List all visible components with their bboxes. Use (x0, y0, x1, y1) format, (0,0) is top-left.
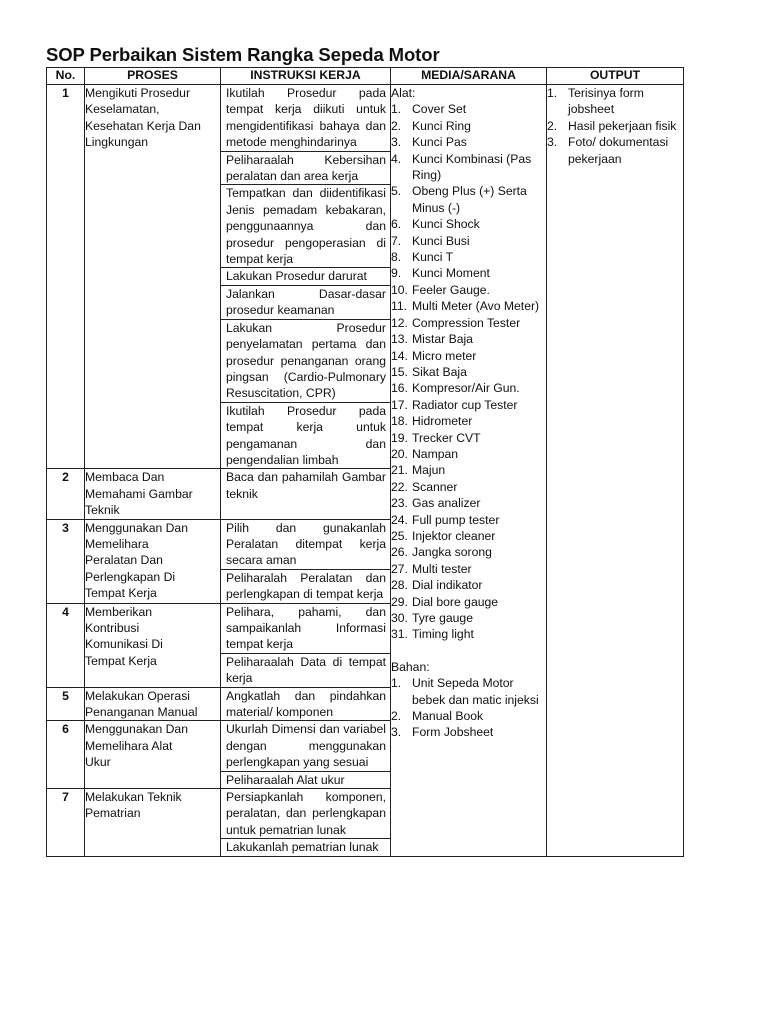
header-instruksi-kerja: INSTRUKSI KERJA (221, 68, 391, 85)
alat-item (391, 512, 546, 528)
bahan-list (391, 675, 546, 741)
instruksi-cell (221, 687, 391, 721)
instruksi-item: Baca dan pahamilah Gambar teknik (226, 470, 386, 501)
bahan-item (391, 724, 546, 740)
instruksi-item: Lakukanlah pematrian lunak (226, 840, 379, 855)
alat-item (391, 528, 546, 544)
alat-item (391, 331, 546, 347)
header-no: No. (47, 68, 85, 85)
instruksi-item: Pilih dan gunakanlah Peralatan ditempat kerja secara aman (221, 520, 390, 570)
proses-line: Ukur (85, 755, 111, 770)
bahan-item-number: 3. (391, 725, 402, 740)
alat-item-text: Nampan (412, 446, 459, 461)
alat-item-text: Kunci T (412, 250, 454, 265)
proses-line: Kesehatan Kerja Dan (85, 118, 201, 133)
alat-item (391, 282, 546, 298)
proses-line: Peralatan Dan (85, 553, 163, 568)
alat-item-text: Feeler Gauge. (412, 282, 490, 297)
instruksi-cell (221, 603, 391, 687)
output-item (547, 134, 683, 167)
header-media-sarana: MEDIA/SARANA (391, 68, 547, 85)
alat-item-number: 17. (391, 397, 408, 412)
instruksi-item: Pelihara, pahami, dan sampaikanlah Informasi tempat kerja (221, 604, 390, 654)
alat-item-number: 28. (391, 578, 408, 593)
proses-line: Membaca Dan (85, 470, 165, 485)
alat-item-number: 29. (391, 594, 408, 609)
alat-item-number: 7. (391, 233, 402, 248)
bahan-item-text: Unit Sepeda Motor bebek dan matic injeksi (412, 676, 539, 707)
alat-item-number: 13. (391, 332, 408, 347)
alat-item-number: 1. (391, 102, 402, 117)
proses-cell (85, 687, 221, 721)
alat-item (391, 626, 546, 642)
instruksi-item: Peliharaalah Alat ukur (226, 772, 345, 787)
alat-item-number: 8. (391, 250, 402, 265)
instruksi-item: Ukurlah Dimensi dan variabel dengan menggunakan perlengkapan yang sesuai (221, 721, 390, 771)
instruksi-item: Jalankan Dasar-dasar prosedur keamanan (221, 286, 390, 320)
proses-line: Pematrian (85, 806, 141, 821)
row-number: 6 (47, 721, 85, 789)
bahan-label: Bahan: (391, 659, 430, 674)
alat-item (391, 298, 546, 314)
alat-item-number: 12. (391, 315, 408, 330)
alat-item-text: Multi Meter (Avo Meter) (412, 299, 540, 314)
alat-item-number: 4. (391, 151, 402, 166)
alat-item-number: 2. (391, 118, 402, 133)
output-item-text: Hasil pekerjaan fisik (568, 118, 677, 133)
proses-line: Teknik (85, 503, 120, 518)
alat-item (391, 183, 546, 216)
alat-item-text: Trecker CVT (412, 430, 481, 445)
proses-cell (85, 519, 221, 603)
alat-item-text: Injektor cleaner (412, 528, 496, 543)
proses-line: Perlengkapan Di (85, 569, 176, 584)
alat-item-text: Compression Tester (412, 315, 521, 330)
table-body (47, 85, 684, 857)
alat-item (391, 233, 546, 249)
output-item-number: 1. (547, 86, 558, 100)
instruksi-item: Persiapkanlah komponen, peralatan, dan perlengkapan untuk pematrian lunak (221, 789, 390, 839)
alat-item-number: 19. (391, 430, 408, 445)
alat-item-number: 20. (391, 446, 408, 461)
alat-item-number: 10. (391, 282, 408, 297)
instruksi-cell (221, 789, 391, 857)
alat-item-text: Dial bore gauge (412, 594, 499, 609)
alat-item-text: Hidrometer (412, 414, 473, 429)
alat-item-number: 21. (391, 463, 408, 478)
alat-item-text: Kunci Busi (412, 233, 470, 248)
proses-line: Mengikuti Prosedur (85, 86, 190, 100)
alat-item (391, 462, 546, 478)
proses-line: Kontribusi (85, 621, 140, 635)
alat-item-number: 25. (391, 528, 408, 543)
alat-item-text: Jangka sorong (412, 545, 492, 560)
alat-item (391, 380, 546, 396)
alat-item (391, 594, 546, 610)
alat-item (391, 413, 546, 429)
output-item-number: 3. (547, 135, 558, 150)
alat-item-number: 30. (391, 611, 408, 625)
alat-item-number: 22. (391, 479, 408, 494)
alat-item (391, 101, 546, 117)
sop-table (46, 67, 684, 857)
proses-cell (85, 721, 221, 789)
row-number: 7 (47, 789, 85, 857)
output-item (547, 118, 683, 134)
alat-item-number: 27. (391, 561, 408, 576)
bahan-item (391, 675, 546, 708)
alat-item-number: 3. (391, 135, 402, 150)
alat-item-number: 9. (391, 266, 402, 281)
alat-list (391, 101, 546, 642)
alat-item-number: 18. (391, 414, 408, 429)
instruksi-item: Peliharaalah Kebersihan peralatan dan area kerja (221, 152, 390, 186)
bahan-item-text: Manual Book (412, 709, 484, 724)
proses-line: Memahami Gambar (85, 486, 193, 501)
alat-item-text: Majun (412, 463, 446, 478)
output-item-text: Foto/ dokumentasi pekerjaan (568, 135, 669, 166)
proses-line: Memelihara (85, 536, 149, 551)
proses-line: Keselamatan, (85, 102, 160, 117)
alat-item (391, 495, 546, 511)
alat-item-text: Kunci Shock (412, 217, 480, 232)
bahan-item-number: 1. (391, 676, 402, 691)
alat-item-number: 31. (391, 627, 408, 642)
output-cell (547, 85, 684, 857)
row-number: 5 (47, 687, 85, 721)
alat-item-text: Kunci Ring (412, 118, 471, 133)
row-number: 3 (47, 519, 85, 603)
bahan-item-text: Form Jobsheet (412, 725, 494, 740)
alat-item-number: 6. (391, 217, 402, 232)
proses-line: Penanganan Manual (85, 705, 198, 720)
proses-line: Komunikasi Di (85, 637, 163, 652)
alat-item-text: Kunci Moment (412, 266, 490, 281)
output-item-number: 2. (547, 118, 558, 133)
alat-item (391, 544, 546, 560)
instruksi-cell (221, 721, 391, 789)
alat-item-text: Mistar Baja (412, 332, 473, 347)
header-proses: PROSES (85, 68, 221, 85)
instruksi-cell (221, 85, 391, 469)
alat-item-number: 15. (391, 364, 408, 379)
instruksi-item: Peliharalah Peralatan dan perlengkapan di tempat kerja (226, 570, 386, 602)
alat-item-text: Multi tester (412, 561, 472, 576)
proses-cell (85, 603, 221, 687)
row-number: 2 (47, 469, 85, 519)
bahan-item-number: 2. (391, 709, 402, 724)
alat-item-text: Radiator cup Tester (412, 397, 518, 412)
alat-item-text: Tyre gauge (412, 611, 473, 625)
instruksi-item: Tempatkan dan diidentifikasi Jenis pemadam kebakaran, penggunaannya dan prosedur pengoperasian di tempat kerja (221, 185, 390, 268)
spacer (391, 643, 546, 659)
alat-item-number: 5. (391, 184, 402, 199)
instruksi-item: Ikutilah Prosedur pada tempat kerja untuk pengamanan dan pengendalian limbah (226, 403, 386, 467)
alat-item-text: Full pump tester (412, 512, 500, 527)
alat-item-text: Kunci Pas (412, 135, 467, 150)
alat-item-text: Cover Set (412, 102, 467, 117)
instruksi-item: Ikutilah Prosedur pada tempat kerja diikuti untuk mengidentifikasi bahaya dan metode menghindarinya (221, 85, 390, 152)
media-sarana-cell (391, 85, 547, 857)
row-number: 1 (47, 85, 85, 469)
alat-item-text: Scanner (412, 479, 458, 494)
alat-item-text: Timing light (412, 627, 474, 642)
proses-line: Lingkungan (85, 135, 149, 150)
alat-item (391, 216, 546, 232)
alat-item-text: Kompresor/Air Gun. (412, 381, 520, 396)
proses-line: Melakukan Operasi (85, 688, 190, 703)
instruksi-item: Lakukan Prosedur penyelamatan pertama dan prosedur penanganan orang pingsan (Cardio-Pulmonary Resuscitation, CPR) (221, 320, 390, 403)
alat-item (391, 610, 546, 626)
proses-cell (85, 789, 221, 857)
proses-line: Memberikan (85, 604, 153, 619)
alat-item (391, 134, 546, 150)
instruksi-item: Lakukan Prosedur darurat (221, 268, 390, 285)
alat-item-text: Sikat Baja (412, 364, 467, 379)
alat-item (391, 118, 546, 134)
alat-item (391, 479, 546, 495)
alat-item-text: Dial indikator (412, 578, 483, 593)
alat-item-number: 14. (391, 348, 408, 363)
alat-item-number: 16. (391, 381, 408, 396)
alat-item (391, 315, 546, 331)
header-output: OUTPUT (547, 68, 684, 85)
proses-line: Menggunakan Dan (85, 722, 188, 737)
alat-item-text: Obeng Plus (+) Serta Minus (-) (412, 184, 527, 215)
alat-item-number: 26. (391, 545, 408, 560)
proses-line: Memelihara Alat (85, 738, 173, 753)
alat-item (391, 265, 546, 281)
alat-item-text: Kunci Kombinasi (Pas Ring) (412, 151, 532, 183)
alat-item (391, 364, 546, 380)
alat-item-text: Gas analizer (412, 496, 481, 511)
alat-item (391, 446, 546, 462)
bahan-item (391, 708, 546, 724)
alat-item (391, 577, 546, 593)
alat-label: Alat: (391, 86, 416, 100)
instruksi-item: Angkatlah dan pindahkan material/ komponen (226, 688, 386, 720)
alat-item (391, 249, 546, 265)
row-number: 4 (47, 603, 85, 687)
alat-item (391, 430, 546, 446)
instruksi-cell (221, 469, 391, 519)
document-title: SOP Perbaikan Sistem Rangka Sepeda Motor (46, 44, 440, 65)
proses-line: Tempat Kerja (85, 653, 157, 668)
alat-item (391, 151, 546, 184)
alat-item-number: 23. (391, 496, 408, 511)
instruksi-item: Peliharaalah Data di tempat kerja (226, 654, 386, 686)
output-list (547, 85, 683, 167)
alat-item (391, 561, 546, 577)
proses-line: Melakukan Teknik (85, 790, 182, 805)
table-header-row (47, 68, 684, 85)
proses-line: Menggunakan Dan (85, 520, 188, 535)
proses-cell (85, 469, 221, 519)
alat-item (391, 348, 546, 364)
alat-item (391, 397, 546, 413)
table-row (47, 85, 684, 469)
alat-item-text: Micro meter (412, 348, 477, 363)
output-item-text: Terisinya form jobsheet (568, 86, 644, 117)
proses-cell (85, 85, 221, 469)
output-item (547, 85, 683, 118)
proses-line: Tempat Kerja (85, 586, 157, 601)
alat-item-number: 24. (391, 512, 408, 527)
instruksi-cell (221, 519, 391, 603)
alat-item-number: 11. (391, 299, 408, 314)
